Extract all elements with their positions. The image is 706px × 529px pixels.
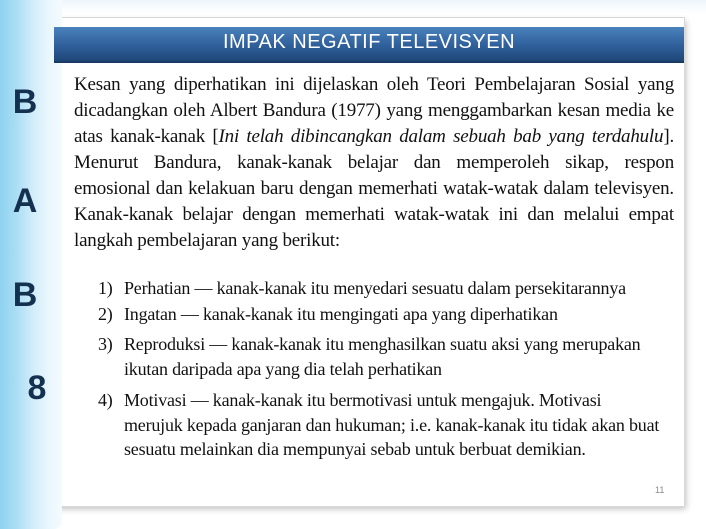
list-number: 4) [98, 390, 113, 410]
slide-title: IMPAK NEGATIF TELEVISYEN [222, 31, 516, 53]
intro-paragraph [74, 72, 674, 254]
side-letter-3: B [12, 276, 38, 314]
left-decor-band [0, 0, 62, 529]
list-text: Ingatan — kanak-kanak itu mengingati apa yang diperhatikan [124, 304, 558, 324]
list-number: 2) [98, 304, 113, 324]
page-number: 11 [655, 485, 665, 495]
list-number: 3) [98, 334, 113, 354]
side-letter-4: 8 [27, 369, 47, 407]
background-top [0, 0, 706, 14]
list-number: 1) [98, 278, 113, 298]
side-letter-1: B [12, 83, 38, 121]
side-letter-2: A [12, 182, 38, 220]
paragraph-text-2: ]. Menurut Bandura, kanak-kanak belajar dan memperoleh sikap, respon emosional dan kelakuan baru dengan memerhati watak-watak dalam televisyen. Kanak-kanak belajar dengan memerhati watak-watak ini dan melalui empat langkah pembelajaran yang berikut: [74, 126, 674, 251]
list-text: Reproduksi — kanak-kanak itu menghasilkan suatu aksi yang merupakan ikutan daripada apa yang dia telah perhatikan [124, 334, 641, 379]
paragraph-text-1: Kesan yang diperhatikan ini dijelaskan oleh Teori Pembelajaran Sosial yang dicadangkan oleh Albert Bandura (1977) yang menggambarkan kesan media ke atas kanak-kanak [ [74, 74, 674, 147]
list-text: Perhatian — kanak-kanak itu menyedari sesuatu dalam persekitarannya [124, 278, 626, 298]
list-text: Motivasi — kanak-kanak itu bermotivasi untuk mengajuk. Motivasi merujuk kepada ganjaran dan hukuman; i.e. kanak-kanak itu tidak akan buat sesuatu melainkan dia mempunyai sebab untuk berbuat demikian. [124, 390, 660, 459]
paragraph-italic-note: Ini telah dibincangkan dalam sebuah bab yang terdahulu [218, 126, 664, 147]
